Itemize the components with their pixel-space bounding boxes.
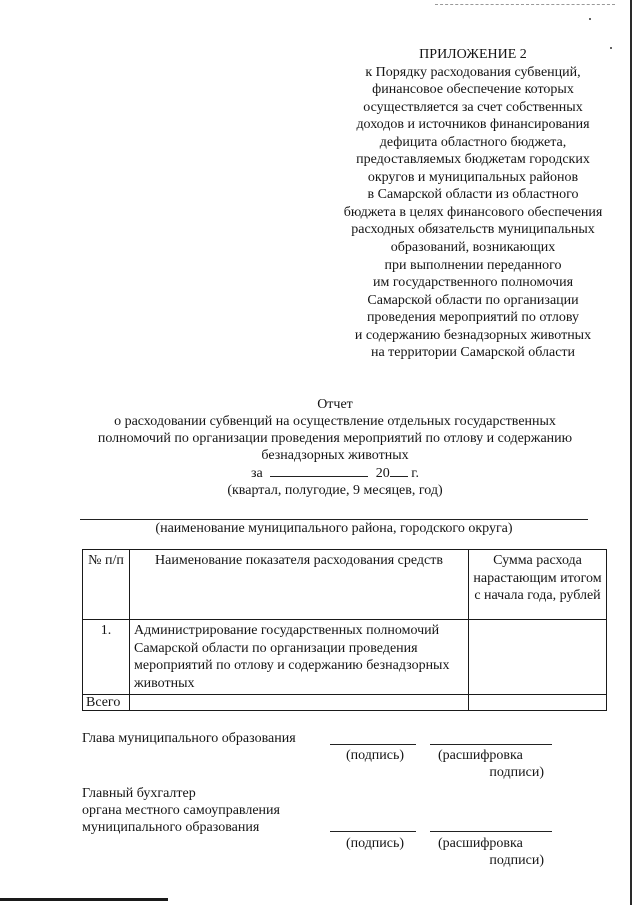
appendix-line: проведения мероприятий по отлову [366, 310, 580, 326]
scan-right-edge [630, 0, 632, 905]
appendix-line: к Порядку расходования субвенций, [365, 64, 581, 80]
appendix-line: доходов и источников финансирования [356, 117, 590, 133]
period-prefix: за [251, 466, 263, 481]
row-sum[interactable] [469, 620, 607, 695]
appendix-line: предоставляемых бюджетам городских [356, 152, 590, 168]
appendix-line: Самарской области по организации [367, 292, 579, 308]
report-heading [70, 396, 600, 499]
table-total-row [83, 695, 607, 711]
period-caption: (квартал, полугодие, 9 месяцев, год) [227, 483, 443, 498]
table-header-row [83, 550, 607, 620]
appendix-header [328, 46, 618, 362]
appendix-line: бюджета в целях финансового обеспечения [343, 204, 603, 220]
head-sign-caption: (подпись) [345, 748, 405, 763]
report-title: Отчет [317, 397, 353, 412]
scan-bottom-edge [0, 898, 168, 901]
period-suffix: г. [411, 466, 419, 481]
scan-speck [589, 18, 591, 20]
decode-caption-line: подписи) [489, 765, 544, 780]
accountant-label-line: муниципального образования [82, 820, 260, 835]
appendix-title: ПРИЛОЖЕНИЕ 2 [419, 47, 527, 62]
header-sum: Сумма расхода нарастающим итогом с начала года, рублей [469, 550, 607, 620]
total-label: Всего [83, 695, 130, 711]
accountant-sign-caption: (подпись) [345, 836, 405, 851]
accountant-signature-line[interactable] [330, 831, 416, 832]
municipality-caption: (наименование муниципального района, городского округа) [155, 521, 513, 536]
head-decode-caption [426, 747, 556, 781]
appendix-line: округов и муниципальных районов [367, 169, 579, 185]
municipality-blank-field[interactable] [80, 519, 588, 520]
appendix-line: им государственного полномочия [372, 275, 574, 291]
row-name: Администрирование государственных полномочий Самарской области по организации проведения мероприятий по отлову и содержанию безнадзорных животных [130, 620, 469, 695]
decode-caption-line: (расшифровка [438, 836, 523, 851]
accountant-label-line: органа местного самоуправления [82, 803, 280, 818]
appendix-line: и содержанию безнадзорных животных [354, 327, 592, 343]
accountant-label-line: Главный бухгалтер [82, 786, 196, 801]
accountant-name-line[interactable] [430, 831, 552, 832]
row-num: 1. [83, 620, 130, 695]
appendix-line: дефицита областного бюджета, [379, 134, 567, 150]
appendix-line: финансовое обеспечение которых [372, 82, 574, 98]
decode-caption-line: подписи) [489, 853, 544, 868]
accountant-decode-caption [426, 835, 556, 869]
scan-top-edge [435, 4, 615, 6]
appendix-line: осуществляется за счет собственных [363, 99, 583, 115]
head-signature-line[interactable] [330, 744, 416, 745]
total-sum-cell[interactable] [469, 695, 607, 711]
report-subtitle-line: безнадзорных животных [261, 448, 409, 463]
report-subtitle-line: полномочий по организации проведения мероприятий по отлову и содержанию [97, 431, 573, 446]
report-period-line [70, 464, 600, 482]
total-name-cell [130, 695, 469, 711]
expense-table [82, 549, 607, 711]
report-subtitle-line: о расходовании субвенций на осуществление отдельных государственных [114, 414, 556, 429]
appendix-line: при выполнении переданного [384, 257, 562, 273]
header-num: № п/п [83, 550, 130, 620]
period-year-prefix: 20 [375, 466, 390, 481]
period-blank-field[interactable] [270, 464, 368, 477]
appendix-line: в Самарской области из областного [367, 187, 579, 203]
period-year-blank-field[interactable] [390, 464, 408, 477]
appendix-line: на территории Самарской области [370, 345, 576, 361]
head-signature-label: Глава муниципального образования [82, 731, 296, 746]
decode-caption-line: (расшифровка [438, 748, 523, 763]
table-row [83, 620, 607, 695]
header-name: Наименование показателя расходования средств [130, 550, 469, 620]
head-name-line[interactable] [430, 744, 552, 745]
appendix-line: образований, возникающих [390, 240, 556, 256]
accountant-signature-label [82, 785, 280, 836]
appendix-line: расходных обязательств муниципальных [351, 222, 595, 238]
